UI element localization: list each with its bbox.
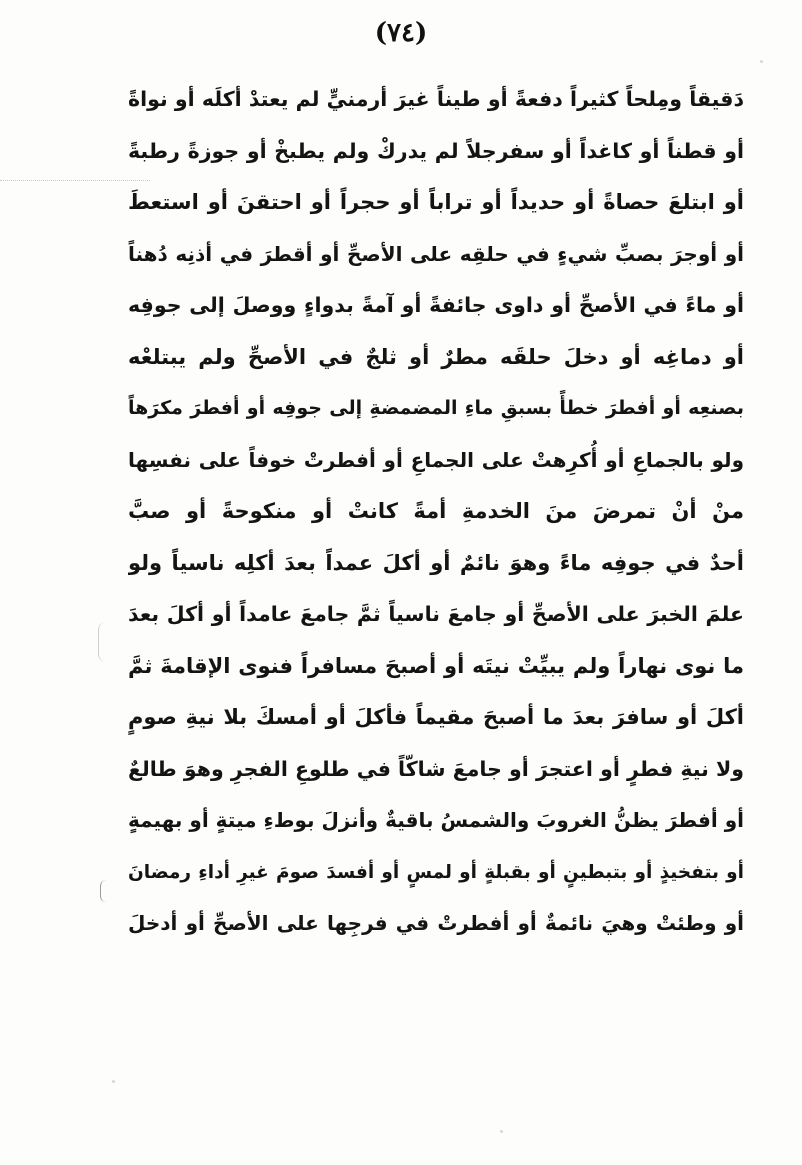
text-line: منْ أنْ تمرضَ منَ الخدمةِ أمةً كانتْ أو منكوحةً أو صبَّ [128, 499, 744, 523]
text-line: أو وطئتْ وهيَ نائمةٌ أو أفطرتْ في فرجِها على الأصحِّ أو أدخلَ [128, 911, 744, 935]
text-line: ما نوى نهاراً ولم يبيِّتْ نيتَه أو أصبحَ مسافراً فنوى الإقامةَ ثمَّ [128, 653, 744, 678]
text-line: أحدٌ في جوفِه ماءً وهوَ نائمٌ أو أكلَ عمداً بعدَ أكلِه ناسياً ولو [128, 550, 744, 575]
scan-speck [112, 1080, 115, 1083]
body-text [128, 74, 744, 950]
text-line: أو أوجرَ بصبِّ شيءٍ في حلقِه على الأصحِّ أو أقطرَ في أذنِه دُهناً [128, 241, 744, 266]
text-line: أو ماءً في الأصحِّ أو داوى جائفةً أو آمةً بدواءٍ ووصلَ إلى جوفِه [128, 293, 744, 317]
scan-artifact-margin-mark [100, 880, 109, 902]
page-number: (٧٤) [374, 18, 428, 48]
scan-speck [760, 60, 763, 63]
text-line: علمَ الخبرَ على الأصحِّ أو جامعَ ناسياً ثمَّ جامعَ عامداً أو أكلَ بعدَ [128, 602, 744, 626]
text-line: ولو بالجماعِ أو أُكرِهتْ على الجماعِ أو أفطرتْ خوفاً على نفسِها [128, 447, 744, 472]
text-line: أو دماغِه أو دخلَ حلقَه مطرٌ أو ثلجٌ في الأصحِّ ولم يبتلعْه [128, 344, 744, 369]
scan-speck [500, 1130, 503, 1133]
text-line: أو ابتلعَ حصاةً أو حديداً أو تراباً أو حجراً أو احتقنَ أو استعطَ [128, 190, 744, 214]
text-line: أو أفطرَ يظنُّ الغروبَ والشمسُ باقيةٌ وأنزلَ بوطءِ ميتةٍ أو بهيمةٍ [128, 808, 744, 832]
text-line: أو قطناً أو كاغداً أو سفرجلاً لم يدركْ ولم يطبخْ أو جوزةً رطبةً [128, 138, 744, 163]
text-line: أو بتفخيذٍ أو بتبطينٍ أو بقبلةٍ أو لمسٍ أو أفسدَ صومَ غيرِ أداءِ رمضانَ [128, 861, 744, 883]
text-line: بصنعِه أو أفطرَ خطأً بسبقِ ماءِ المضمضةِ إلى جوفِه أو أفطرَ مكرَهاً [128, 397, 744, 419]
text-line: ولا نيةِ فطرٍ أو اعتجرَ أو جامعَ شاكّاً في طلوعِ الفجرِ وهوَ طالعٌ [128, 756, 744, 781]
text-line: أكلَ أو سافرَ بعدَ ما أصبحَ مقيماً فأكلَ أو أمسكَ بلا نيةِ صومٍ [128, 705, 744, 729]
scan-artifact-margin-mark [98, 622, 113, 662]
text-line: دَقيقاً ومِلحاً كثيراً دفعةً أو طيناً غيرَ أرمنيٍّ لم يعتدْ أكلَه أو نواةً [128, 87, 744, 111]
